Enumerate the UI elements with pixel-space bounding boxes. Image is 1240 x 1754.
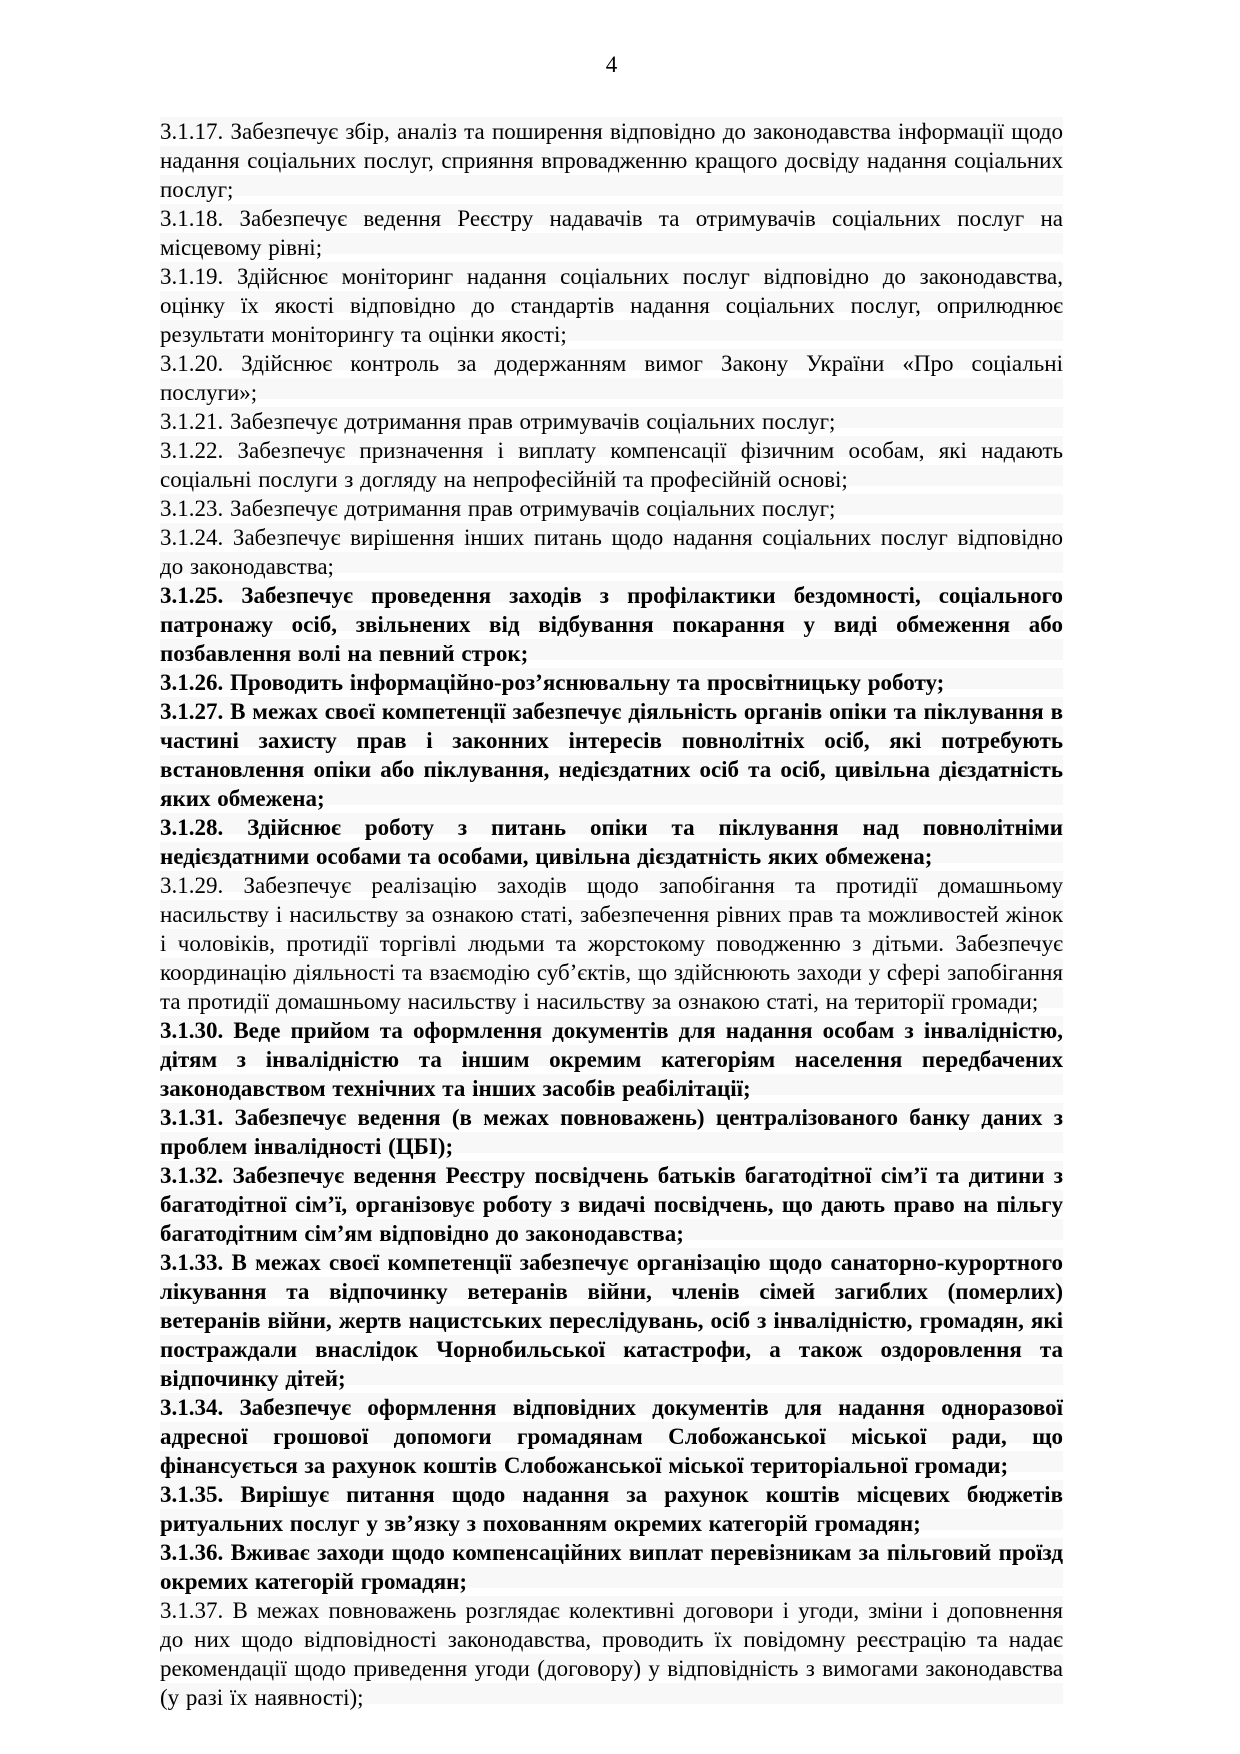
paragraph: 3.1.37. В межах повноважень розглядає колективні договори і угоди, зміни і доповнення до них щодо відповідності законодавства, проводить їх повідомну реєстрацію та надає рекомендації щодо приведення угоди (договору) у відповідність з вимогами законодавства (у разі їх наявності);: [160, 1598, 1063, 1710]
paragraph: 3.1.24. Забезпечує вирішення інших питань щодо надання соціальних послуг відповідно до законодавства;: [160, 525, 1063, 579]
paragraph: 3.1.26. Проводить інформаційно-роз’яснювальну та просвітницьку роботу;: [160, 670, 945, 695]
paragraph: 3.1.23. Забезпечує дотримання прав отримувачів соціальних послуг;: [160, 496, 836, 521]
content-column: [160, 0, 1063, 1712]
paragraph: 3.1.35. Вирішує питання щодо надання за рахунок коштів місцевих бюджетів ритуальних послуг у зв’язку з похованням окремих категорій громадян;: [160, 1482, 1063, 1536]
paragraph: 3.1.17. Забезпечує збір, аналіз та поширення відповідно до законодавства інформації щодо надання соціальних послуг, сприяння впровадженню кращого досвіду надання соціальних послуг;: [160, 119, 1063, 202]
paragraph: 3.1.29. Забезпечує реалізацію заходів щодо запобігання та протидії домашньому насильству і насильству за ознакою статі, забезпечення рівних прав та можливостей жінок і чоловіків, протидії торгівлі людьми та жорстокому поводженню з дітьми. Забезпечує координацію діяльності та взаємодію суб’єктів, що здійснюють заходи у сфері запобігання та протидії домашньому насильству і насильству за ознакою статі, на території громади;: [160, 873, 1063, 1014]
paragraph: 3.1.31. Забезпечує ведення (в межах повноважень) централізованого банку даних з проблем інвалідності (ЦБІ);: [160, 1105, 1063, 1159]
paragraph: 3.1.27. В межах своєї компетенції забезпечує діяльність органів опіки та піклування в частині захисту прав і законних інтересів повнолітніх осіб, які потребують встановлення опіки або піклування, недієздатних осіб та осіб, цивільна дієздатність яких обмежена;: [160, 699, 1063, 811]
paragraph: 3.1.36. Вживає заходи щодо компенсаційних виплат перевізникам за пільговий проїзд окремих категорій громадян;: [160, 1540, 1063, 1594]
paragraph: 3.1.34. Забезпечує оформлення відповідних документів для надання одноразової адресної грошової допомоги громадянам Слобожанської міської ради, що фінансується за рахунок коштів Слобожанської міської територіальної громади;: [160, 1395, 1063, 1478]
paragraph: 3.1.25. Забезпечує проведення заходів з профілактики бездомності, соціального патронажу осіб, звільнених від відбування покарання у виді обмеження або позбавлення волі на певний строк;: [160, 583, 1063, 666]
paragraph-list: [160, 117, 1063, 1712]
paragraph: 3.1.18. Забезпечує ведення Реєстру надавачів та отримувачів соціальних послуг на місцевому рівні;: [160, 206, 1063, 260]
paragraph: 3.1.21. Забезпечує дотримання прав отримувачів соціальних послуг;: [160, 409, 836, 434]
paragraph: 3.1.32. Забезпечує ведення Реєстру посвідчень батьків багатодітної сім’ї та дитини з багатодітної сім’ї, організовує роботу з видачі посвідчень, що дають право на пільгу багатодітним сім’ям відповідно до законодавства;: [160, 1163, 1063, 1246]
paragraph: 3.1.28. Здійснює роботу з питань опіки та піклування над повнолітніми недієздатними особами та особами, цивільна дієздатність яких обмежена;: [160, 815, 1063, 869]
paragraph: 3.1.19. Здійснює моніторинг надання соціальних послуг відповідно до законодавства, оцінку їх якості відповідно до стандартів надання соціальних послуг, оприлюднює результати моніторингу та оцінки якості;: [160, 264, 1063, 347]
paragraph: 3.1.33. В межах своєї компетенції забезпечує організацію щодо санаторно-курортного лікування та відпочинку ветеранів війни, членів сімей загиблих (померлих) ветеранів війни, жертв нацистських переслідувань, осіб з інвалідністю, громадян, які постраждали внаслідок Чорнобильської катастрофи, а також оздоровлення та відпочинку дітей;: [160, 1250, 1063, 1391]
paragraph: 3.1.30. Веде прийом та оформлення документів для надання особам з інвалідністю, дітям з інвалідністю та іншим окремим категоріям населення передбачених законодавством технічних та інших засобів реабілітації;: [160, 1018, 1063, 1101]
page-number: 4: [605, 52, 618, 77]
paragraph: 3.1.20. Здійснює контроль за додержанням вимог Закону України «Про соціальні послуги»;: [160, 351, 1063, 405]
paragraph: 3.1.22. Забезпечує призначення і виплату компенсації фізичним особам, які надають соціальні послуги з догляду на непрофесійній та професійній основі;: [160, 438, 1063, 492]
